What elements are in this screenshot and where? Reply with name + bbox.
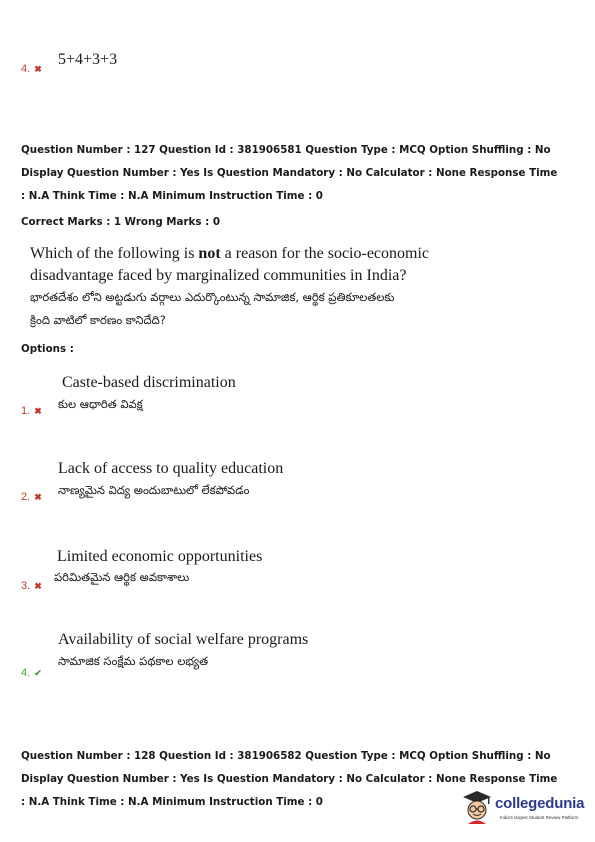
option-number: 2.: [21, 491, 31, 503]
question-meta-line-2: Display Question Number : Yes Is Question Mandatory : No Calculator : None Response Time: [21, 167, 558, 179]
graduate-mascot-icon: [462, 790, 492, 824]
logo-tagline: India's largest Student Review Platform: [500, 815, 579, 820]
question-text-te-line-1: భారతదేశం లోని అట్టడుగు వర్గాలు ఎదుర్కొంటున్న సామాజిక, ఆర్థిక ప్రతికూలతలకు: [30, 290, 395, 304]
option-number: 1.: [21, 405, 31, 417]
option-4-number: [21, 667, 42, 679]
logo-text: collegedunia: [495, 795, 585, 812]
question-text-en-line-1: [30, 245, 429, 263]
option-4-text-te: సామాజిక సంక్షేమ పథకాల లభ్యత: [58, 654, 209, 668]
option-1-text-en: Caste-based discrimination: [62, 374, 236, 391]
wrong-icon: ✖: [34, 581, 42, 591]
wrong-icon: ✖: [34, 64, 42, 74]
question-text-part: a reason for the socio-economic: [220, 245, 430, 262]
next-question-meta-line-2: Display Question Number : Yes Is Question Mandatory : No Calculator : None Response Time: [21, 773, 558, 785]
option-1-number: [21, 405, 42, 417]
question-text-te-line-2: క్రింది వాటిలో కారణం కానిదేది?: [30, 313, 166, 327]
option-number: 3.: [21, 580, 31, 592]
question-text-part: Which of the following is: [30, 245, 199, 262]
option-2-text-te: నాణ్యమైన విద్య అందుబాటులో లేకపోవడం: [58, 483, 250, 497]
logo-wordmark: [495, 795, 584, 812]
option-number: 4.: [21, 63, 31, 75]
question-text-en-line-2: disadvantage faced by marginalized communities in India?: [30, 267, 407, 284]
wrong-icon: ✖: [34, 492, 42, 502]
option-3-number: [21, 580, 42, 592]
collegedunia-logo: [462, 790, 590, 830]
option-3-text-te: పరిమితమైన ఆర్థిక అవకాశాలు: [54, 570, 190, 584]
option-2-number: [21, 491, 42, 503]
question-meta-line-3: : N.A Think Time : N.A Minimum Instruction Time : 0: [21, 190, 323, 202]
next-question-meta-line-1: Question Number : 128 Question Id : 381906582 Question Type : MCQ Option Shuffling : No: [21, 750, 551, 762]
check-icon: ✔: [34, 668, 42, 678]
next-question-meta-line-3: : N.A Think Time : N.A Minimum Instruction Time : 0: [21, 796, 323, 808]
question-text-emphasis: not: [198, 245, 221, 262]
option-number: 4.: [21, 667, 31, 679]
wrong-icon: ✖: [34, 406, 42, 416]
option-4-text-en: Availability of social welfare programs: [58, 631, 309, 648]
options-label: Options :: [21, 343, 74, 355]
question-meta-line-1: Question Number : 127 Question Id : 381906581 Question Type : MCQ Option Shuffling : No: [21, 144, 551, 156]
marks-line: Correct Marks : 1 Wrong Marks : 0: [21, 216, 220, 228]
option-3-text-en: Limited economic opportunities: [57, 548, 263, 565]
prev-option-text: 5+4+3+3: [58, 51, 118, 68]
prev-option-number: [21, 63, 42, 75]
option-2-text-en: Lack of access to quality education: [58, 460, 284, 477]
option-1-text-te: కుల ఆధారిత వివక్ష: [58, 397, 143, 411]
